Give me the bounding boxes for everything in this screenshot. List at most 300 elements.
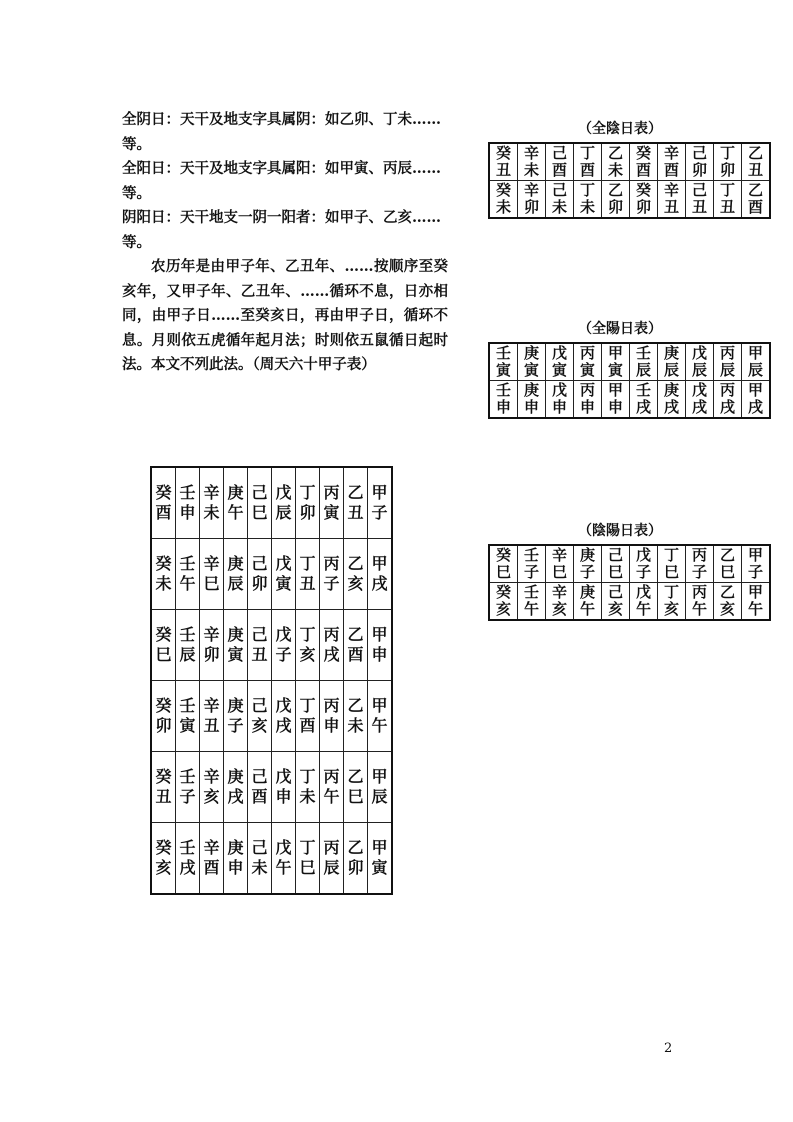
ganzhi-cell xyxy=(630,343,658,381)
earthly-branch: 午 xyxy=(179,574,196,593)
ganzhi-cell xyxy=(224,823,248,895)
heavenly-stem: 丙 xyxy=(323,696,340,715)
ganzhi-cell xyxy=(574,381,602,419)
ganzhi-cell xyxy=(368,681,393,752)
ganzhi-cell xyxy=(630,381,658,419)
heavenly-stem: 丙 xyxy=(719,344,735,362)
earthly-branch: 申 xyxy=(551,398,567,416)
earthly-branch: 申 xyxy=(495,398,511,416)
earthly-branch: 午 xyxy=(523,600,539,618)
ganzhi-cell xyxy=(714,143,742,181)
heavenly-stem: 辛 xyxy=(663,181,679,199)
heavenly-stem: 乙 xyxy=(607,144,623,162)
ganzhi-cell xyxy=(272,467,296,539)
earthly-branch: 丑 xyxy=(495,161,511,179)
earthly-branch: 未 xyxy=(579,198,595,216)
heavenly-stem: 丙 xyxy=(579,381,595,399)
earthly-branch: 亥 xyxy=(299,645,316,664)
heavenly-stem: 己 xyxy=(551,144,567,162)
ganzhi-cell xyxy=(344,467,368,539)
ganzhi-cell xyxy=(489,181,518,219)
table-row xyxy=(489,181,770,219)
ganzhi-cell xyxy=(176,610,200,681)
ganzhi-cell xyxy=(272,752,296,823)
ganzhi-cell xyxy=(296,823,320,895)
ganzhi-cell xyxy=(602,381,630,419)
heavenly-stem: 甲 xyxy=(747,344,763,362)
ganzhi-cell xyxy=(200,752,224,823)
heavenly-stem: 甲 xyxy=(371,483,388,502)
heavenly-stem: 庚 xyxy=(227,696,244,715)
ganzhi-cell xyxy=(368,752,393,823)
heavenly-stem: 丁 xyxy=(299,483,316,502)
earthly-branch: 酉 xyxy=(747,198,763,216)
heavenly-stem: 乙 xyxy=(747,181,763,199)
heavenly-stem: 丙 xyxy=(691,546,707,564)
ganzhi-cell xyxy=(248,467,272,539)
earthly-branch: 丑 xyxy=(747,161,763,179)
heavenly-stem: 庚 xyxy=(227,625,244,644)
table-row xyxy=(151,610,392,681)
mixed-table-caption: （陰陽日表） xyxy=(578,523,662,539)
heavenly-stem: 乙 xyxy=(719,583,735,601)
heavenly-stem: 甲 xyxy=(371,838,388,857)
earthly-branch: 午 xyxy=(747,600,763,618)
definition-yin-yang: 阴阳日：天干地支一阴一阳者：如甲子、乙亥……等。 xyxy=(122,209,441,251)
ganzhi-cell xyxy=(489,545,518,583)
ganzhi-cell xyxy=(272,823,296,895)
ganzhi-cell xyxy=(546,143,574,181)
ganzhi-cell xyxy=(489,381,518,419)
earthly-branch: 卯 xyxy=(299,503,316,522)
earthly-branch: 卯 xyxy=(155,716,172,735)
earthly-branch: 丑 xyxy=(155,787,172,806)
earthly-branch: 亥 xyxy=(203,787,220,806)
earthly-branch: 申 xyxy=(227,858,244,877)
ganzhi-cell xyxy=(320,752,344,823)
heavenly-stem: 乙 xyxy=(347,838,364,857)
earthly-branch: 亥 xyxy=(347,574,364,593)
heavenly-stem: 癸 xyxy=(155,767,172,786)
earthly-branch: 巳 xyxy=(719,563,735,581)
earthly-branch: 子 xyxy=(635,563,651,581)
ganzhi-cell xyxy=(151,823,176,895)
heavenly-stem: 癸 xyxy=(155,483,172,502)
earthly-branch: 亥 xyxy=(607,600,623,618)
heavenly-stem: 乙 xyxy=(607,181,623,199)
heavenly-stem: 丙 xyxy=(323,554,340,573)
heavenly-stem: 戊 xyxy=(551,381,567,399)
ganzhi-cell xyxy=(200,823,224,895)
ganzhi-cell xyxy=(200,539,224,610)
heavenly-stem: 庚 xyxy=(579,583,595,601)
heavenly-stem: 己 xyxy=(251,625,268,644)
heavenly-stem: 辛 xyxy=(203,625,220,644)
earthly-branch: 子 xyxy=(323,574,340,593)
earthly-branch: 丑 xyxy=(299,574,316,593)
heavenly-stem: 癸 xyxy=(155,838,172,857)
ganzhi-cell xyxy=(176,681,200,752)
earthly-branch: 子 xyxy=(523,563,539,581)
heavenly-stem: 甲 xyxy=(371,767,388,786)
definition-yin: 全阴日：天干及地支字具属阴：如乙卯、丁未……等。 xyxy=(122,111,441,153)
earthly-branch: 酉 xyxy=(203,858,220,877)
earthly-branch: 子 xyxy=(579,563,595,581)
ganzhi-cell xyxy=(686,181,714,219)
heavenly-stem: 甲 xyxy=(747,546,763,564)
heavenly-stem: 己 xyxy=(251,483,268,502)
heavenly-stem: 戊 xyxy=(691,381,707,399)
table-row xyxy=(151,681,392,752)
earthly-branch: 子 xyxy=(371,503,388,522)
heavenly-stem: 癸 xyxy=(495,181,511,199)
heavenly-stem: 癸 xyxy=(635,144,651,162)
ganzhi-cell xyxy=(658,143,686,181)
ganzhi-cell xyxy=(714,381,742,419)
ganzhi-cell xyxy=(658,343,686,381)
ganzhi-cell xyxy=(272,539,296,610)
heavenly-stem: 丁 xyxy=(719,181,735,199)
earthly-branch: 午 xyxy=(323,787,340,806)
earthly-branch: 未 xyxy=(495,198,511,216)
table-row xyxy=(151,752,392,823)
ganzhi-cell xyxy=(296,539,320,610)
ganzhi-cell xyxy=(151,467,176,539)
table-row xyxy=(151,539,392,610)
ganzhi-cell xyxy=(176,823,200,895)
ganzhi-cell xyxy=(368,610,393,681)
ganzhi-cell xyxy=(489,583,518,621)
earthly-branch: 子 xyxy=(691,563,707,581)
earthly-branch: 戌 xyxy=(663,398,679,416)
ganzhi-cell xyxy=(248,752,272,823)
earthly-branch: 酉 xyxy=(579,161,595,179)
earthly-branch: 午 xyxy=(371,716,388,735)
earthly-branch: 寅 xyxy=(551,361,567,379)
sixty-jiazi-table xyxy=(150,466,393,895)
earthly-branch: 酉 xyxy=(663,161,679,179)
heavenly-stem: 壬 xyxy=(523,583,539,601)
ganzhi-cell xyxy=(248,539,272,610)
heavenly-stem: 庚 xyxy=(227,767,244,786)
earthly-branch: 辰 xyxy=(179,645,196,664)
earthly-branch: 申 xyxy=(179,503,196,522)
ganzhi-cell xyxy=(546,545,574,583)
earthly-branch: 巳 xyxy=(551,563,567,581)
heavenly-stem: 丙 xyxy=(579,344,595,362)
heavenly-stem: 戊 xyxy=(275,696,292,715)
earthly-branch: 寅 xyxy=(579,361,595,379)
page-number: 2 xyxy=(664,1041,673,1056)
ganzhi-cell xyxy=(248,681,272,752)
heavenly-stem: 庚 xyxy=(227,483,244,502)
heavenly-stem: 甲 xyxy=(371,625,388,644)
ganzhi-cell xyxy=(176,467,200,539)
heavenly-stem: 壬 xyxy=(635,381,651,399)
earthly-branch: 卯 xyxy=(203,645,220,664)
ganzhi-cell xyxy=(344,539,368,610)
heavenly-stem: 甲 xyxy=(607,344,623,362)
earthly-branch: 卯 xyxy=(691,161,707,179)
table-row xyxy=(151,823,392,895)
ganzhi-cell xyxy=(630,181,658,219)
earthly-branch: 亥 xyxy=(551,600,567,618)
heavenly-stem: 己 xyxy=(691,181,707,199)
heavenly-stem: 丁 xyxy=(299,838,316,857)
ganzhi-cell xyxy=(518,143,546,181)
earthly-branch: 未 xyxy=(251,858,268,877)
heavenly-stem: 丙 xyxy=(323,483,340,502)
heavenly-stem: 丁 xyxy=(579,181,595,199)
ganzhi-cell xyxy=(602,583,630,621)
heavenly-stem: 庚 xyxy=(663,344,679,362)
earthly-branch: 子 xyxy=(747,563,763,581)
heavenly-stem: 癸 xyxy=(635,181,651,199)
ganzhi-cell xyxy=(320,823,344,895)
heavenly-stem: 丁 xyxy=(299,696,316,715)
earthly-branch: 辰 xyxy=(371,787,388,806)
yin-day-table xyxy=(488,142,771,219)
table-row xyxy=(489,143,770,181)
earthly-branch: 丑 xyxy=(691,198,707,216)
earthly-branch: 酉 xyxy=(347,645,364,664)
heavenly-stem: 丙 xyxy=(323,838,340,857)
ganzhi-cell xyxy=(518,181,546,219)
ganzhi-cell xyxy=(248,610,272,681)
earthly-branch: 未 xyxy=(523,161,539,179)
earthly-branch: 丑 xyxy=(251,645,268,664)
heavenly-stem: 癸 xyxy=(495,546,511,564)
heavenly-stem: 丁 xyxy=(299,767,316,786)
earthly-branch: 辰 xyxy=(275,503,292,522)
heavenly-stem: 戊 xyxy=(691,344,707,362)
earthly-branch: 戌 xyxy=(719,398,735,416)
ganzhi-cell xyxy=(686,545,714,583)
ganzhi-cell xyxy=(344,823,368,895)
earthly-branch: 戌 xyxy=(747,398,763,416)
body-text xyxy=(122,108,448,378)
ganzhi-cell xyxy=(296,467,320,539)
earthly-branch: 戌 xyxy=(179,858,196,877)
heavenly-stem: 甲 xyxy=(747,381,763,399)
heavenly-stem: 辛 xyxy=(523,144,539,162)
heavenly-stem: 戊 xyxy=(635,583,651,601)
earthly-branch: 亥 xyxy=(663,600,679,618)
ganzhi-cell xyxy=(658,545,686,583)
earthly-branch: 子 xyxy=(275,645,292,664)
earthly-branch: 未 xyxy=(299,787,316,806)
explanation-paragraph: 农历年是由甲子年、乙丑年、……按顺序至癸亥年，又甲子年、乙丑年、……循环不息，日亦相同，由甲子日……至癸亥日，再由甲子日，循环不息。月则依五虎循年起月法；时则依五鼠循日起时法。本文不列此法。（周天六十甲子表） xyxy=(122,258,448,373)
ganzhi-cell xyxy=(742,343,771,381)
table-row xyxy=(489,381,770,419)
heavenly-stem: 己 xyxy=(607,583,623,601)
heavenly-stem: 丁 xyxy=(579,144,595,162)
ganzhi-cell xyxy=(630,545,658,583)
earthly-branch: 辰 xyxy=(719,361,735,379)
earthly-branch: 辰 xyxy=(227,574,244,593)
heavenly-stem: 戊 xyxy=(635,546,651,564)
earthly-branch: 亥 xyxy=(155,858,172,877)
earthly-branch: 巳 xyxy=(155,645,172,664)
ganzhi-cell xyxy=(296,681,320,752)
ganzhi-cell xyxy=(742,545,771,583)
yang-day-table xyxy=(488,342,771,419)
ganzhi-cell xyxy=(224,610,248,681)
earthly-branch: 午 xyxy=(227,503,244,522)
earthly-branch: 寅 xyxy=(495,361,511,379)
earthly-branch: 酉 xyxy=(251,787,268,806)
ganzhi-cell xyxy=(714,343,742,381)
heavenly-stem: 癸 xyxy=(155,625,172,644)
heavenly-stem: 癸 xyxy=(155,696,172,715)
heavenly-stem: 己 xyxy=(607,546,623,564)
earthly-branch: 辰 xyxy=(663,361,679,379)
heavenly-stem: 壬 xyxy=(523,546,539,564)
ganzhi-cell xyxy=(200,610,224,681)
ganzhi-cell xyxy=(344,681,368,752)
ganzhi-cell xyxy=(742,583,771,621)
ganzhi-cell xyxy=(686,381,714,419)
earthly-branch: 未 xyxy=(155,574,172,593)
ganzhi-cell xyxy=(602,143,630,181)
heavenly-stem: 庚 xyxy=(227,838,244,857)
earthly-branch: 寅 xyxy=(607,361,623,379)
ganzhi-cell xyxy=(686,343,714,381)
earthly-branch: 申 xyxy=(275,787,292,806)
ganzhi-cell xyxy=(489,343,518,381)
ganzhi-cell xyxy=(574,181,602,219)
heavenly-stem: 乙 xyxy=(347,696,364,715)
ganzhi-cell xyxy=(546,583,574,621)
heavenly-stem: 癸 xyxy=(495,144,511,162)
heavenly-stem: 庚 xyxy=(663,381,679,399)
earthly-branch: 卯 xyxy=(523,198,539,216)
definition-yang: 全阳日：天干及地支字具属阳：如甲寅、丙辰……等。 xyxy=(122,160,441,202)
heavenly-stem: 壬 xyxy=(635,344,651,362)
earthly-branch: 卯 xyxy=(635,198,651,216)
ganzhi-cell xyxy=(320,610,344,681)
earthly-branch: 寅 xyxy=(523,361,539,379)
ganzhi-cell xyxy=(296,610,320,681)
earthly-branch: 卯 xyxy=(719,161,735,179)
earthly-branch: 午 xyxy=(579,600,595,618)
ganzhi-cell xyxy=(630,143,658,181)
heavenly-stem: 辛 xyxy=(203,483,220,502)
heavenly-stem: 戊 xyxy=(551,344,567,362)
heavenly-stem: 丁 xyxy=(719,144,735,162)
earthly-branch: 未 xyxy=(203,503,220,522)
ganzhi-cell xyxy=(518,381,546,419)
earthly-branch: 寅 xyxy=(227,645,244,664)
earthly-branch: 丑 xyxy=(663,198,679,216)
earthly-branch: 子 xyxy=(179,787,196,806)
heavenly-stem: 辛 xyxy=(203,554,220,573)
earthly-branch: 戌 xyxy=(227,787,244,806)
heavenly-stem: 己 xyxy=(251,554,268,573)
ganzhi-cell xyxy=(714,545,742,583)
ganzhi-cell xyxy=(714,583,742,621)
earthly-branch: 巳 xyxy=(663,563,679,581)
earthly-branch: 亥 xyxy=(495,600,511,618)
earthly-branch: 申 xyxy=(323,716,340,735)
earthly-branch: 辰 xyxy=(747,361,763,379)
heavenly-stem: 戊 xyxy=(275,554,292,573)
ganzhi-cell xyxy=(574,583,602,621)
ganzhi-cell xyxy=(200,681,224,752)
yin-yang-day-table xyxy=(488,544,771,621)
heavenly-stem: 乙 xyxy=(347,625,364,644)
earthly-branch: 酉 xyxy=(635,161,651,179)
ganzhi-cell xyxy=(200,467,224,539)
ganzhi-cell xyxy=(546,343,574,381)
ganzhi-cell xyxy=(714,181,742,219)
earthly-branch: 午 xyxy=(691,600,707,618)
ganzhi-cell xyxy=(658,181,686,219)
earthly-branch: 巳 xyxy=(251,503,268,522)
earthly-branch: 未 xyxy=(607,161,623,179)
ganzhi-cell xyxy=(224,467,248,539)
ganzhi-cell xyxy=(658,583,686,621)
heavenly-stem: 辛 xyxy=(203,767,220,786)
heavenly-stem: 戊 xyxy=(275,625,292,644)
ganzhi-cell xyxy=(742,143,771,181)
heavenly-stem: 壬 xyxy=(179,696,196,715)
earthly-branch: 戌 xyxy=(275,716,292,735)
table-row xyxy=(489,343,770,381)
ganzhi-cell xyxy=(686,143,714,181)
heavenly-stem: 丁 xyxy=(663,546,679,564)
heavenly-stem: 甲 xyxy=(371,696,388,715)
earthly-branch: 戌 xyxy=(635,398,651,416)
heavenly-stem: 壬 xyxy=(179,838,196,857)
earthly-branch: 未 xyxy=(551,198,567,216)
ganzhi-cell xyxy=(248,823,272,895)
ganzhi-cell xyxy=(368,467,393,539)
ganzhi-cell xyxy=(368,823,393,895)
heavenly-stem: 己 xyxy=(251,696,268,715)
heavenly-stem: 甲 xyxy=(371,554,388,573)
heavenly-stem: 丁 xyxy=(663,583,679,601)
ganzhi-cell xyxy=(151,681,176,752)
yang-table-caption: （全陽日表） xyxy=(578,321,662,337)
heavenly-stem: 丙 xyxy=(719,381,735,399)
yin-table-caption: （全陰日表） xyxy=(578,121,662,137)
ganzhi-cell xyxy=(574,343,602,381)
earthly-branch: 寅 xyxy=(179,716,196,735)
heavenly-stem: 丙 xyxy=(323,625,340,644)
heavenly-stem: 甲 xyxy=(607,381,623,399)
heavenly-stem: 壬 xyxy=(495,344,511,362)
ganzhi-cell xyxy=(296,752,320,823)
earthly-branch: 酉 xyxy=(551,161,567,179)
heavenly-stem: 庚 xyxy=(523,381,539,399)
ganzhi-cell xyxy=(320,467,344,539)
ganzhi-cell xyxy=(518,343,546,381)
ganzhi-cell xyxy=(272,681,296,752)
heavenly-stem: 乙 xyxy=(719,546,735,564)
heavenly-stem: 戊 xyxy=(275,483,292,502)
ganzhi-cell xyxy=(518,583,546,621)
earthly-branch: 申 xyxy=(579,398,595,416)
heavenly-stem: 丙 xyxy=(323,767,340,786)
heavenly-stem: 己 xyxy=(251,838,268,857)
earthly-branch: 寅 xyxy=(371,858,388,877)
ganzhi-cell xyxy=(272,610,296,681)
ganzhi-cell xyxy=(176,539,200,610)
heavenly-stem: 辛 xyxy=(551,546,567,564)
ganzhi-cell xyxy=(658,381,686,419)
earthly-branch: 寅 xyxy=(275,574,292,593)
